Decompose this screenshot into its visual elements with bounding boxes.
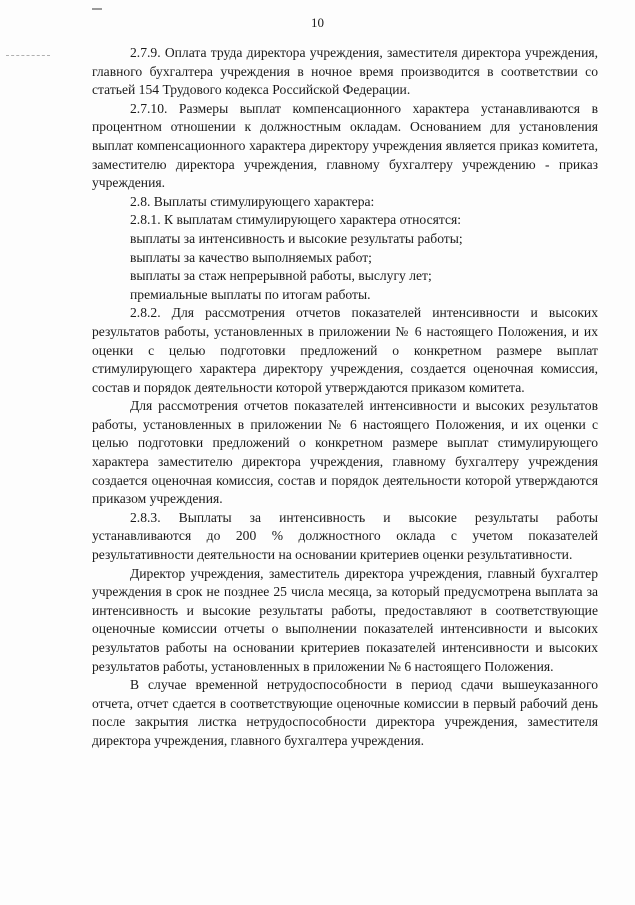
document-body bbox=[92, 44, 598, 751]
paragraph-2-8-2: 2.8.2. Для рассмотрения отчетов показателей интенсивности и высоких результатов работы, установленных в приложении № 6 настоящего Положения, и их оценки с целью подготовки предложений о конкретном размере выплат стимулирующего характера директору учреждения, создается оценочная комиссия, состав и порядок деятельности которой утверждаются приказом комитета. bbox=[92, 305, 598, 395]
paragraph-2-8-heading: 2.8. Выплаты стимулирующего характера: bbox=[130, 193, 375, 209]
scan-artifact-dash bbox=[6, 55, 50, 57]
list-item-intensity: выплаты за интенсивность и высокие результаты работы; bbox=[130, 230, 463, 246]
list-item-quality: выплаты за качество выполняемых работ; bbox=[130, 249, 372, 265]
list-item-seniority: выплаты за стаж непрерывной работы, выслугу лет; bbox=[130, 268, 432, 284]
paragraph-2-8-3: 2.8.3. Выплаты за интенсивность и высокие результаты работы устанавливаются до 200 % должностного оклада с учетом показателей результативности деятельности на основании критериев оценки результативности. bbox=[92, 509, 598, 563]
scan-artifact-mark bbox=[92, 8, 102, 10]
paragraph-report-deadline: Директор учреждения, заместитель директора учреждения, главный бухгалтер учреждения в срок не позднее 25 числа месяца, за который предусмотрена выплата за интенсивность и высокие результаты работы, предоставляют в соответствующие оценочные комиссии отчеты о выполнении показателей интенсивности и высоких результатов работы на основании критериев показателей интенсивности и высоких результатов работы, установленных в приложении № 6 настоящего Положения. bbox=[92, 565, 598, 674]
page-number: 10 bbox=[311, 15, 324, 30]
paragraph-2-7-9: 2.7.9. Оплата труда директора учреждения, заместителя директора учреждения, главного бухгалтера учреждения в ночное время производится в соответствии со статьей 154 Трудового кодекса Российской Федерации. bbox=[92, 45, 598, 98]
paragraph-2-8-1: 2.8.1. К выплатам стимулирующего характера относятся: bbox=[130, 212, 462, 228]
paragraph-2-8-2-deputy: Для рассмотрения отчетов показателей интенсивности и высоких результатов работы, установленных в приложении № 6 настоящего Положения, и их оценки с целью подготовки предложений о конкретном размере выплат стимулирующего характера заместителю директора учреждения, главному бухгалтеру учреждения создается оценочная комиссия, состав и порядок деятельности которой утверждаются приказом учреждения. bbox=[92, 398, 598, 507]
paragraph-2-7-10: 2.7.10. Размеры выплат компенсационного характера устанавливаются в процентном отношении к должностным окладам. Основанием для установления выплат компенсационного характера директору учреждения является приказ комитета, заместителю директора учреждения, главному бухгалтеру учреждению - приказ учреждения. bbox=[92, 100, 598, 191]
list-item-bonus: премиальные выплаты по итогам работы. bbox=[130, 286, 371, 302]
paragraph-sick-leave: В случае временной нетрудоспособности в период сдачи вышеуказанного отчета, отчет сдается в соответствующие оценочные комиссии в первый рабочий день после закрытия листка нетрудоспособности директора учреждения, заместителя директора учреждения, главного бухгалтера учреждения. bbox=[92, 677, 598, 748]
